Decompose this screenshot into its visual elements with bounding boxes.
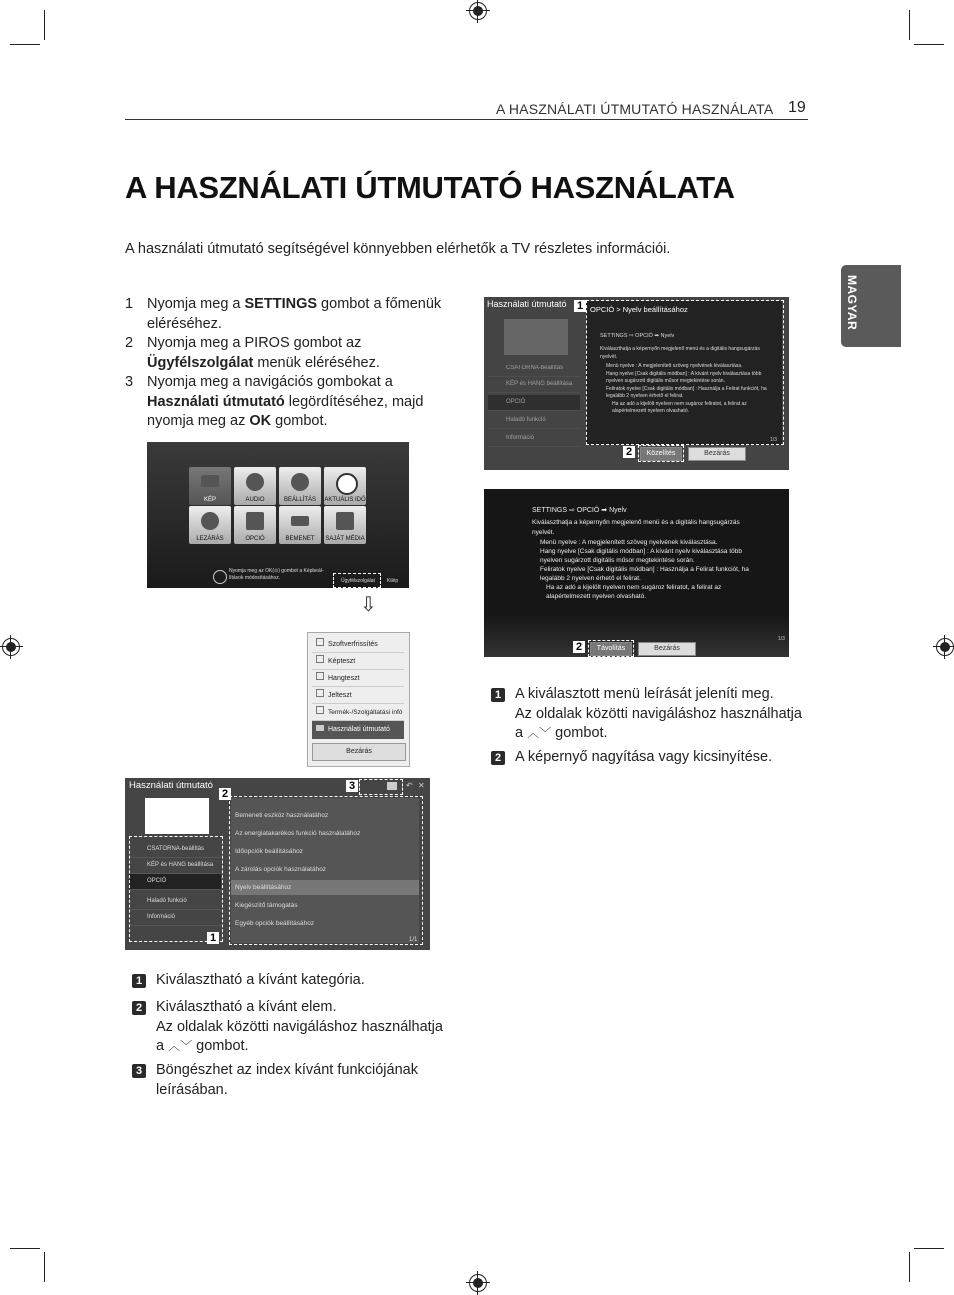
zoom-in-button[interactable]: Közelítés xyxy=(640,447,682,461)
chevron-down-icon: ﹀ xyxy=(539,726,552,740)
guide-item[interactable]: Időopciók beállításához xyxy=(231,844,419,860)
category-info[interactable]: Információ xyxy=(129,910,221,926)
category-channel[interactable]: CSATORNA-beállítás xyxy=(129,842,221,858)
tv-icon xyxy=(201,475,219,487)
page-number: 19 xyxy=(788,99,806,116)
support-item-6[interactable]: Használati útmutató xyxy=(312,721,404,739)
category-option[interactable]: OPCIÓ xyxy=(129,874,221,890)
category-advanced[interactable]: Haladó funkció xyxy=(129,894,221,910)
exit-button[interactable]: Kilép xyxy=(387,578,399,584)
crop-mark xyxy=(10,44,40,45)
back-icon[interactable]: ↶ xyxy=(406,781,413,790)
guide-item[interactable]: A zárolás opciók használatához xyxy=(231,862,419,878)
support-close-button[interactable]: Bezárás xyxy=(312,743,406,761)
item-highlight xyxy=(229,796,423,945)
zoomed-bullet: Hang nyelve [Csak digitális módban] : A kívánt nyelv kiválasztása több nyelven sugárzott digitális műsor megtekintése során. xyxy=(540,548,742,564)
lock-icon xyxy=(201,512,219,530)
callout-1-icon: 1 xyxy=(574,300,586,312)
guide-thumbnail xyxy=(145,798,209,834)
category-picture-sound[interactable]: KÉP és HANG beállítása xyxy=(129,858,221,874)
crop-mark xyxy=(914,1248,944,1249)
tile-bemenet[interactable]: BEMENET xyxy=(279,506,321,544)
crop-mark xyxy=(914,44,944,45)
detail-thumbnail xyxy=(504,319,568,355)
category-highlight xyxy=(129,836,223,942)
callout-3-icon: 3 xyxy=(346,780,358,792)
guide-item[interactable]: Az energiatakarékos funkció használatához xyxy=(231,826,419,842)
satellite-icon xyxy=(291,473,309,491)
chevron-up-icon: ︿ xyxy=(168,1039,181,1053)
detail-bullet: Hang nyelve [Csak digitális módban] : A kívánt nyelv kiválasztása több nyelven sugárzott digitális műsor megtekintése során. xyxy=(606,371,762,384)
tile-sajat-media[interactable]: SAJÁT MÉDIA xyxy=(324,506,366,544)
header-rule xyxy=(125,119,808,120)
zoomed-bullet: Ha az adó a kijelölt nyelven nem sugároz feliratot, a felirat az alapértelmezett nyelven olvasható. xyxy=(546,584,722,600)
language-tab-label: MAGYAR xyxy=(845,275,859,331)
support-item-2[interactable]: Képteszt xyxy=(312,654,404,670)
zoomed-bullet: Menü nyelve : A megjelenített szöveg nyelvének kiválasztása. xyxy=(540,539,718,546)
detail-highlight xyxy=(586,300,784,445)
tile-lezaras[interactable]: LEZÁRÁS xyxy=(189,506,231,544)
detail-bullet: Feliratok nyelve [Csak digitális módban] : Használja a Felirat funkciót, ha legalább 2 nyelven érhető el felirat. xyxy=(606,386,767,399)
detail-bullet: Menü nyelve : A megjelenített szöveg nyelvének kiválasztása. xyxy=(606,363,743,369)
detail-path: OPCIÓ > Nyelv beállításához xyxy=(590,305,688,314)
guide-title: Használati útmutató xyxy=(129,780,213,791)
ok-button-icon xyxy=(213,570,227,584)
callout-2-icon: 2 xyxy=(573,641,585,653)
zoomed-breadcrumb: SETTINGS ⇨ OPCIÓ ➡ Nyelv xyxy=(532,507,627,514)
intro-text: A használati útmutató segítségével könnyebben elérhetők a TV részletes információi. xyxy=(125,241,671,257)
media-icon xyxy=(336,512,354,530)
registration-mark-icon xyxy=(2,638,20,656)
tile-opcio[interactable]: OPCIÓ xyxy=(234,506,276,544)
arrow-down-icon: ⇩ xyxy=(360,594,377,616)
detail-bullet: Ha az adó a kijelölt nyelven nem sugároz feliratot, a felirat az alapértelmezett nyelven olvasható. xyxy=(612,401,747,414)
language-tab xyxy=(841,265,901,347)
checkbox-icon xyxy=(316,655,324,663)
checkbox-icon xyxy=(316,638,324,646)
detail-breadcrumb: SETTINGS ⇨ OPCIÓ ➡ Nyelv xyxy=(600,333,675,339)
support-item-4[interactable]: Jelteszt xyxy=(312,688,404,704)
callout-2-icon: 2 xyxy=(219,788,231,800)
home-menu-screen xyxy=(147,442,409,588)
plug-icon xyxy=(291,516,309,526)
checkbox-icon xyxy=(316,706,324,714)
close-button[interactable]: Bezárás xyxy=(688,447,746,461)
page-title: A HASZNÁLATI ÚTMUTATÓ HASZNÁLATA xyxy=(125,170,735,205)
running-header: A HASZNÁLATI ÚTMUTATÓ HASZNÁLATA xyxy=(496,101,774,117)
speaker-icon xyxy=(246,473,264,491)
checkbox-icon xyxy=(316,672,324,680)
step-2: 2 Nyomja meg a PIROS gombot az Ügyfélszolgálat menük eléréséhez. xyxy=(125,335,380,371)
index-icon[interactable] xyxy=(387,782,397,790)
left-note-3: 3 Böngészhet az index kívánt funkciójának leírásában. xyxy=(132,1061,418,1100)
crop-mark xyxy=(909,1252,910,1282)
zoomed-close-button[interactable]: Bezárás xyxy=(638,642,696,656)
crop-mark xyxy=(44,1252,45,1282)
detail-desc: Kiválaszthatja a képernyőn megjelenő menü és a digitális hangsugárzás nyelvét. xyxy=(600,346,760,360)
home-hint: Nyomja meg az OK(⊙) gombot a Képbeál-lítások módosításához. xyxy=(229,568,324,581)
chevron-down-icon: ﹀ xyxy=(180,1039,193,1053)
guide-item[interactable]: Nyelv beállításához xyxy=(231,880,419,896)
tile-aktualis-ido[interactable]: AKTUÁLIS IDŐ xyxy=(324,467,366,505)
chevron-up-icon: ︿ xyxy=(527,726,540,740)
callout-1-icon: 1 xyxy=(207,932,219,944)
guide-page-indicator: 1/1 xyxy=(409,937,418,943)
support-menu xyxy=(307,632,410,767)
help-button[interactable]: Ügyfélszolgálat xyxy=(341,578,375,584)
zoomed-page: 1/3 xyxy=(778,636,785,642)
left-note-1: 1 Kiválasztható a kívánt kategória. xyxy=(132,971,365,991)
guide-item[interactable]: Kiegészítő támogatás xyxy=(231,898,419,914)
zoomed-screen xyxy=(484,489,789,657)
registration-mark-icon xyxy=(469,1274,487,1292)
manual-icon xyxy=(316,725,324,731)
step-1: 1 Nyomja meg a SETTINGS gombot a főmenük eléréséhez. xyxy=(125,296,442,332)
guide-screen xyxy=(125,778,430,950)
zoom-out-highlight xyxy=(588,640,634,657)
toolbox-icon xyxy=(246,512,264,530)
right-note-1: 1 A kiválasztott menü leírását jeleníti meg. Az oldalak közötti navigáláshoz használhatja a ︿﹀ gombot. xyxy=(491,685,802,744)
zoomed-bullet: Feliratok nyelve [Csak digitális módban] : Használja a Felirat funkciót, ha legalább 2 nyelven érhető el felirat. xyxy=(540,566,749,582)
tile-kep[interactable]: KÉP xyxy=(189,467,231,505)
steps-list xyxy=(125,295,445,432)
left-note-2: 2 Kiválasztható a kívánt elem. Az oldalak közötti navigáláshoz használhatja a ︿﹀ gombot. xyxy=(132,998,443,1057)
registration-mark-icon xyxy=(936,638,954,656)
zoomed-desc: Kiválaszthatja a képernyőn megjelenő menü és a digitális hangsugárzás nyelvét. xyxy=(532,519,740,536)
close-icon[interactable]: ✕ xyxy=(418,781,425,790)
step-3: 3 Nyomja meg a navigációs gombokat a Használati útmutató legördítéséhez, majd nyomja meg az OK gombot. xyxy=(125,374,424,429)
crop-mark xyxy=(10,1248,40,1249)
tile-beallitas[interactable]: BEÁLLÍTÁS xyxy=(279,467,321,505)
support-item-5[interactable]: Termék-/Szolgáltatási infó xyxy=(312,705,404,721)
registration-mark-icon xyxy=(469,2,487,20)
detail-page: 1/3 xyxy=(770,437,777,443)
zoom-highlight xyxy=(638,445,684,462)
detail-title: Használati útmutató xyxy=(487,299,567,309)
right-note-2: 2 A képernyő nagyítása vagy kicsinyítése. xyxy=(491,748,772,768)
guide-item[interactable]: Egyéb opciók beállításához xyxy=(231,916,419,932)
tile-audio[interactable]: AUDIO xyxy=(234,467,276,505)
support-item-1[interactable]: Szoftverfrissítés xyxy=(312,637,404,653)
callout-2-icon: 2 xyxy=(623,446,635,458)
detail-screen xyxy=(484,297,789,470)
clock-icon xyxy=(336,473,358,495)
crop-mark xyxy=(909,10,910,40)
checkbox-icon xyxy=(316,689,324,697)
crop-mark xyxy=(44,10,45,40)
zoom-out-button[interactable]: Távolítás xyxy=(590,642,632,656)
detail-category-list: CSATORNA-beállítás KÉP és HANG beállítása OPCIÓ Haladó funkció Információ xyxy=(488,359,580,449)
support-item-3[interactable]: Hangteszt xyxy=(312,671,404,687)
guide-item[interactable]: Bemeneti eszköz használatához xyxy=(231,808,419,824)
